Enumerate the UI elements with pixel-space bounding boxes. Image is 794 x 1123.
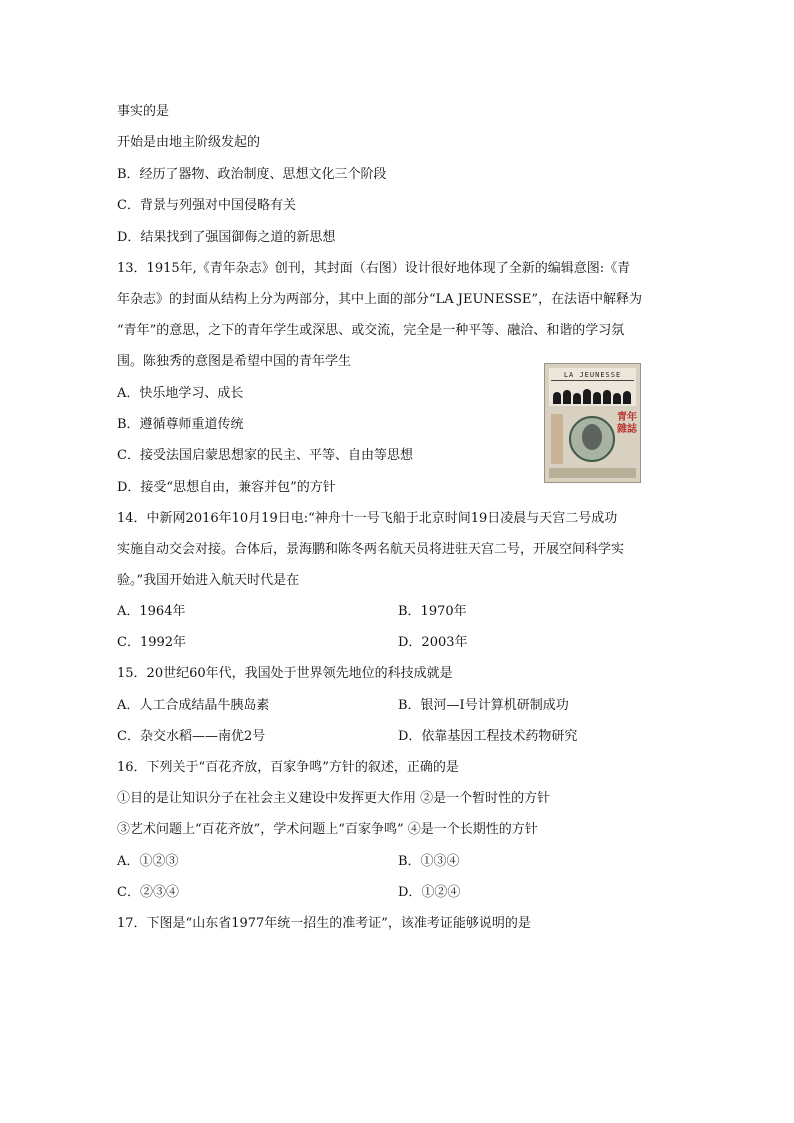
- cover-chinese-title: 青年雜誌: [617, 412, 637, 435]
- q13-option-c: C．接受法国启蒙思想家的民主、平等、自由等思想: [117, 448, 413, 463]
- q17-stem: 17．下图是“山东省1977年统一招生的准考证”，该准考证能够说明的是: [117, 916, 531, 931]
- text-line: 开始是由地主阶级发起的: [117, 135, 261, 150]
- q16-statements: ①目的是让知识分子在社会主义建设中发挥更大作用 ②是一个暂时性的方针: [117, 791, 551, 806]
- q12-option-b: B．经历了器物、政治制度、思想文化三个阶段: [117, 167, 387, 182]
- q15-option-a: A．人工合成结晶牛胰岛素: [117, 698, 270, 713]
- q13-option-a: A．快乐地学习、成长: [117, 386, 244, 401]
- text-line: 事实的是: [117, 104, 170, 119]
- q15-option-b: B．银河—I号计算机研制成功: [398, 698, 569, 713]
- q14-stem: 14．中新网2016年10月19日电:“神舟十一号飞船于北京时间19日凌晨与天宫二号成功: [117, 511, 618, 526]
- q15-option-d: D．依靠基因工程技术药物研究: [398, 729, 578, 744]
- q12-option-d: D．结果找到了强国御侮之道的新思想: [117, 230, 336, 245]
- q13-stem: 年杂志》的封面从结构上分为两部分，其中上面的部分“LA JEUNESSE”，在法语中解释为: [117, 292, 643, 307]
- q13-stem: 13．1915年,《青年杂志》创刊，其封面（右图）设计很好地体现了全新的编辑意图:《青: [117, 261, 631, 276]
- cover-figures: [551, 386, 634, 404]
- q14-option-c: C．1992年: [117, 635, 187, 650]
- q13-stem: “青年”的意思，之下的青年学生或深思、或交流，完全是一种平等、融洽、和谐的学习氛: [117, 323, 625, 338]
- q14-option-a: A．1964年: [117, 604, 186, 619]
- q12-option-c: C．背景与列强对中国侵略有关: [117, 198, 296, 213]
- q14-option-b: B．1970年: [398, 604, 467, 619]
- q16-statements: ③艺术问题上“百花齐放”，学术问题上“百家争鸣” ④是一个长期性的方针: [117, 822, 538, 837]
- q16-option-d: D．①②④: [398, 885, 461, 900]
- q14-stem: 验。”我国开始进入航天时代是在: [117, 573, 300, 588]
- q13-option-d: D．接受“思想自由，兼容并包”的方针: [117, 480, 336, 495]
- q16-option-b: B．①③④: [398, 854, 460, 869]
- cover-title: LA JEUNESSE: [551, 370, 634, 381]
- q16-option-c: C．②③④: [117, 885, 179, 900]
- portrait-face: [582, 424, 602, 450]
- q13-option-b: B．遵循尊师重道传统: [117, 417, 244, 432]
- q16-option-a: A．①②③: [117, 854, 179, 869]
- q15-stem: 15．20世纪60年代，我国处于世界领先地位的科技成就是: [117, 666, 453, 681]
- q14-option-d: D．2003年: [398, 635, 468, 650]
- q16-stem: 16．下列关于“百花齐放，百家争鸣”方针的叙述，正确的是: [117, 760, 459, 775]
- magazine-cover-image: [544, 363, 641, 483]
- q15-option-c: C．杂交水稻——南优2号: [117, 729, 266, 744]
- q13-stem: 围。陈独秀的意图是希望中国的青年学生: [117, 354, 352, 369]
- q14-stem: 实施自动交会对接。合体后，景海鹏和陈冬两名航天员将进驻天宫二号，开展空间科学实: [117, 542, 625, 557]
